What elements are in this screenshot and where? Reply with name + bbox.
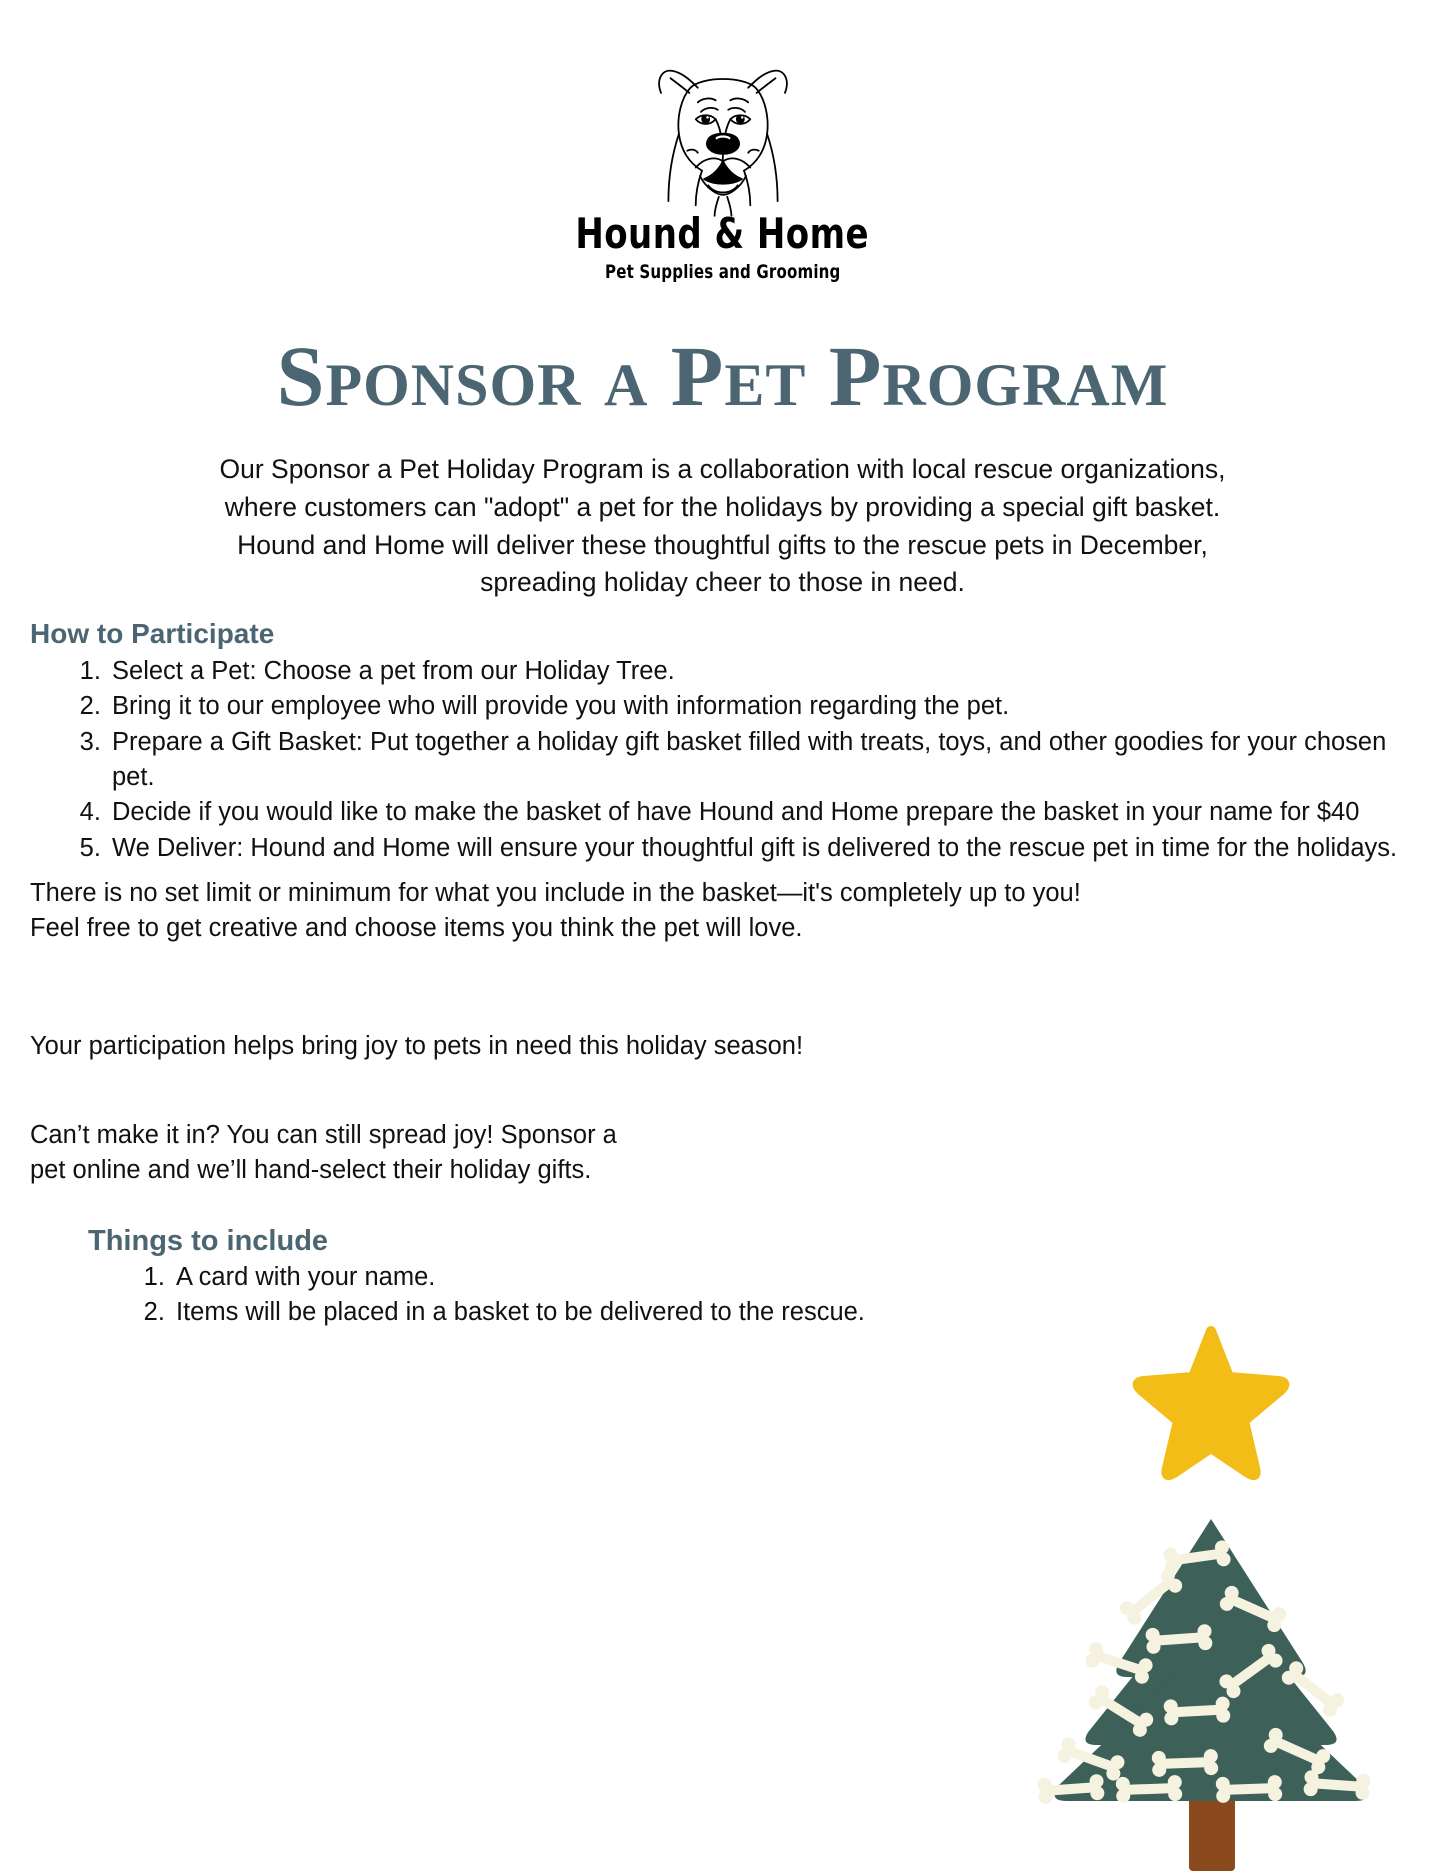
brand-name: Hound & Home — [575, 209, 870, 258]
dog-head-line-art-icon — [618, 52, 828, 217]
tree-trunk — [1189, 1763, 1235, 1871]
list-item: 1. Select a Pet: Choose a pet from our Holiday Tree. — [108, 654, 1415, 689]
spacer — [30, 1064, 1415, 1108]
intro-paragraph: Our Sponsor a Pet Holiday Program is a collaboration with local rescue organizations, where customers can "adopt" a pet for the holidays by providing a special gift basket. Hound and Home will deliver these thoughtful gifts to the rescue pets in December, spreading holiday cheer to those in need. — [219, 454, 1226, 598]
list-item: 3. Prepare a Gift Basket: Put together a holiday gift basket filled with treats, toys, and other goodies for your chosen pet. — [108, 725, 1415, 794]
page-title: Sponsor a Pet Program — [276, 328, 1169, 424]
participation-line: Your participation helps bring joy to pets in need this holiday season! — [30, 1032, 804, 1061]
no-limit-line-2: Feel free to get creative and choose items you think the pet will love. — [30, 913, 803, 942]
tree-foliage — [1055, 1519, 1368, 1801]
brand-logo — [0, 0, 1445, 283]
flyer-content — [0, 451, 1445, 1330]
things-to-include-list — [30, 1260, 1415, 1330]
things-to-include-heading: Things to include — [88, 1225, 329, 1258]
how-to-participate-list — [30, 654, 1415, 866]
brand-tagline: Pet Supplies and Grooming — [604, 261, 841, 283]
list-item: 2. Bring it to our employee who will provide you with information regarding the pet. — [108, 689, 1415, 724]
no-limit-line-1: There is no set limit or minimum for what you include in the basket—it's completely up to you! — [30, 878, 1081, 907]
online-line-1: Can’t make it in? You can still spread joy! Sponsor a — [30, 1120, 617, 1149]
spacer — [30, 1187, 1415, 1209]
list-item: 1. A card with your name. — [172, 1260, 1415, 1295]
christmas-tree-illustration — [1001, 1311, 1421, 1871]
list-item: 4. Decide if you would like to make the basket of have Hound and Home prepare the basket in your name for $40 — [108, 795, 1415, 830]
spacer — [30, 945, 1415, 1019]
how-to-participate-heading: How to Participate — [30, 617, 275, 649]
list-item: 2. Items will be placed in a basket to be delivered to the rescue. — [172, 1295, 1415, 1330]
online-line-2: pet online and we’ll hand-select their holiday gifts. — [30, 1155, 592, 1184]
bone-ornaments — [1037, 1540, 1371, 1805]
star-icon — [1138, 1331, 1285, 1475]
list-item: 5. We Deliver: Hound and Home will ensure your thoughtful gift is delivered to the rescue pet in time for the holidays. — [108, 831, 1415, 866]
